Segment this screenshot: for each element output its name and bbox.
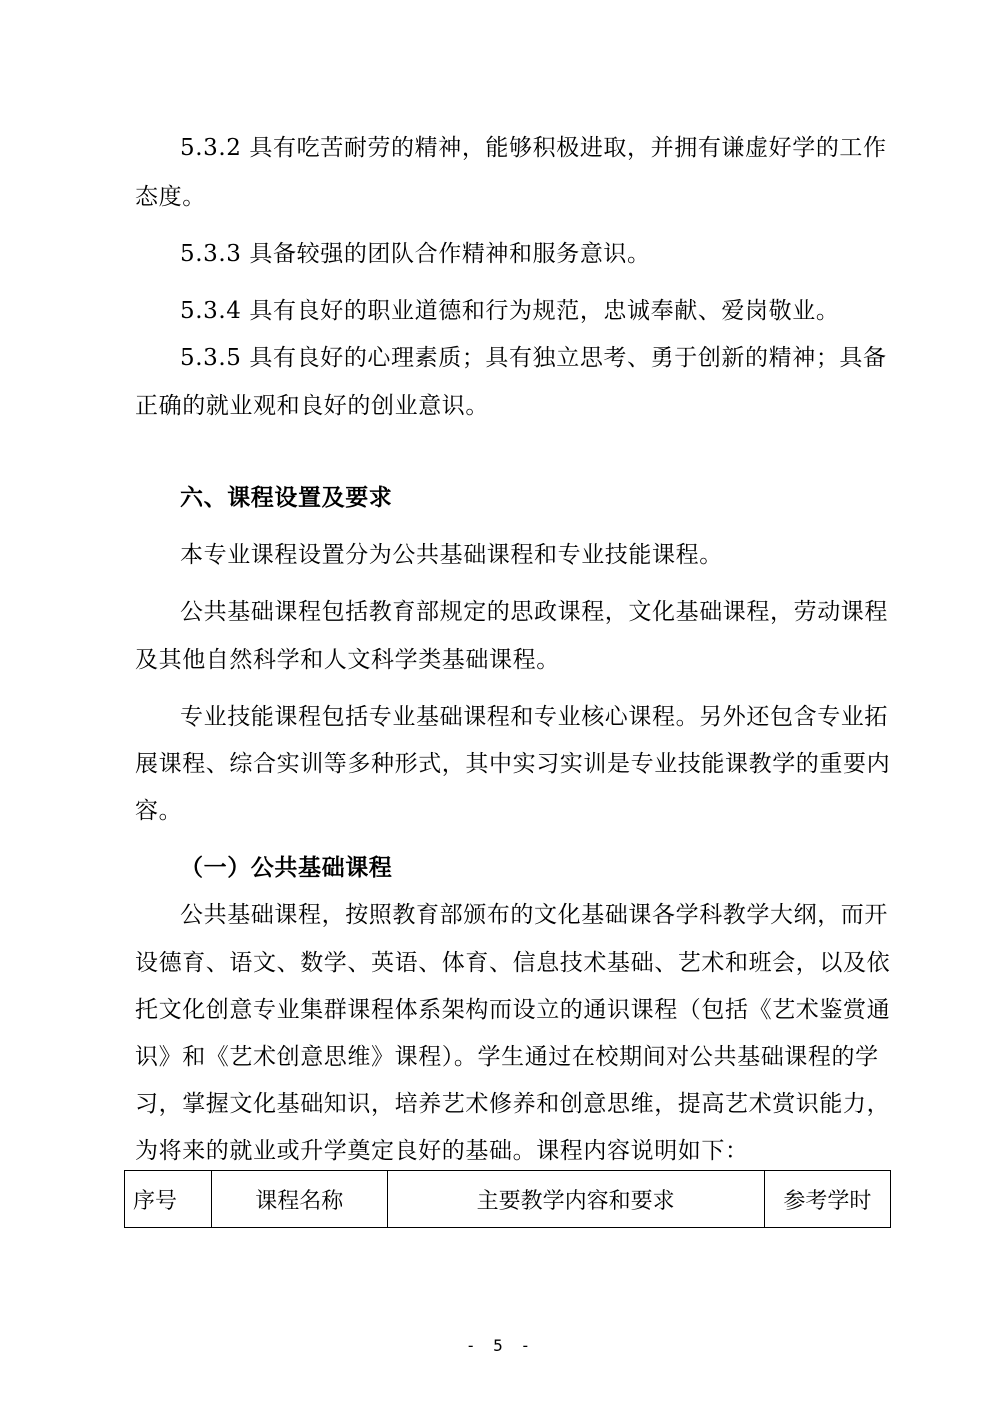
header-content-requirements: 主要教学内容和要求 (387, 1171, 764, 1228)
section-heading-six: 六、课程设置及要求 (180, 484, 393, 511)
paragraph-5-3-4: 5.3.4 具有良好的职业道德和行为规范，忠诚奉献、爱岗敬业。 (180, 298, 840, 324)
header-index: 序号 (125, 1171, 212, 1228)
header-reference-hours: 参考学时 (764, 1171, 890, 1228)
paragraph-5-3-5-line-2: 正确的就业观和良好的创业意识。 (135, 393, 489, 419)
header-course-name: 课程名称 (212, 1171, 387, 1228)
paragraph-skill-courses-line-1: 专业技能课程包括专业基础课程和专业核心课程。另外还包含专业拓 (180, 704, 888, 730)
paragraph-public-basic-line-6: 为将来的就业或升学奠定良好的基础。课程内容说明如下： (135, 1138, 749, 1164)
paragraph-skill-courses-line-2: 展课程、综合实训等多种形式，其中实习实训是专业技能课教学的重要内 (135, 751, 891, 777)
paragraph-public-courses-line-2: 及其他自然科学和人文科学类基础课程。 (135, 647, 560, 673)
paragraph-skill-courses-line-3: 容。 (135, 798, 183, 824)
paragraph-public-basic-line-3: 托文化创意专业集群课程体系架构而设立的通识课程（包括《艺术鉴赏通 (135, 997, 891, 1023)
paragraph-public-basic-line-2: 设德育、语文、数学、英语、体育、信息技术基础、艺术和班会，以及依 (135, 950, 891, 976)
subsection-heading-public-basic: （一）公共基础课程 (180, 854, 393, 881)
paragraph-5-3-5-line-1: 5.3.5 具有良好的心理素质；具有独立思考、勇于创新的精神；具备 (180, 345, 887, 371)
paragraph-5-3-2-line-1: 5.3.2 具有吃苦耐劳的精神，能够积极进取，并拥有谦虚好学的工作 (180, 135, 887, 161)
page-number: - 5 - (465, 1336, 535, 1355)
course-table (124, 1170, 891, 1228)
paragraph-5-3-3: 5.3.3 具备较强的团队合作精神和服务意识。 (180, 241, 651, 267)
paragraph-public-courses-line-1: 公共基础课程包括教育部规定的思政课程，文化基础课程，劳动课程 (180, 599, 888, 625)
paragraph-course-overview: 本专业课程设置分为公共基础课程和专业技能课程。 (180, 542, 723, 568)
table-header-row (125, 1171, 891, 1228)
paragraph-public-basic-line-4: 识》和《艺术创意思维》课程）。学生通过在校期间对公共基础课程的学 (135, 1044, 879, 1070)
paragraph-public-basic-line-5: 习，掌握文化基础知识，培养艺术修养和创意思维，提高艺术赏识能力， (135, 1091, 891, 1117)
paragraph-public-basic-line-1: 公共基础课程，按照教育部颁布的文化基础课各学科教学大纲，而开 (180, 902, 888, 928)
paragraph-5-3-2-line-2: 态度。 (135, 184, 206, 210)
